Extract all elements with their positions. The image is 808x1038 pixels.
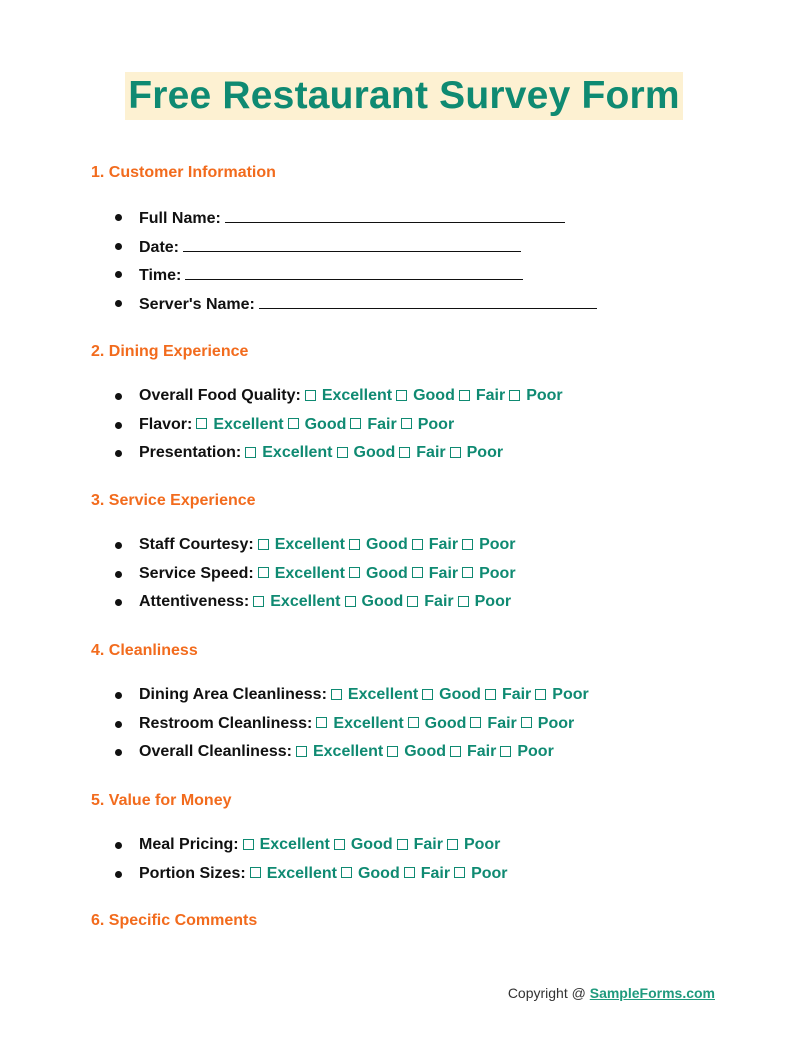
section-heading: 5. Value for Money (91, 792, 232, 809)
rating-checkbox-fair[interactable] (407, 596, 418, 607)
brand-link[interactable]: SampleForms.com (589, 985, 715, 1001)
rating-option-poor: Poor (471, 864, 508, 882)
rating-label: Service Speed: (139, 564, 254, 582)
rating-checkbox-excellent[interactable] (331, 689, 342, 700)
rating-checkbox-good[interactable] (349, 539, 360, 550)
rating-row (91, 864, 771, 884)
rating-label: Dining Area Cleanliness: (139, 686, 327, 703)
rating-option-good: Good (361, 593, 404, 610)
rating-checkbox-good[interactable] (349, 567, 360, 578)
copyright-footer (508, 985, 715, 1001)
section-value-for-money (91, 791, 771, 892)
rating-option-excellent: Excellent (347, 686, 419, 703)
rating-option-good: Good (404, 743, 446, 760)
rating-option-excellent: Excellent (259, 836, 330, 853)
rating-option-excellent: Excellent (321, 387, 393, 404)
rating-option-poor: Poor (537, 714, 575, 732)
section-dining-experience (91, 342, 771, 472)
rating-option-excellent: Excellent (262, 444, 333, 461)
rating-option-poor: Poor (466, 444, 504, 461)
rating-option-fair: Fair (467, 743, 497, 760)
field-time (91, 264, 771, 284)
rating-option-fair: Fair (475, 387, 506, 404)
rating-checkbox-excellent[interactable] (305, 390, 316, 401)
rating-checkbox-poor[interactable] (462, 539, 473, 550)
rating-checkbox-good[interactable] (341, 867, 352, 878)
rating-checkbox-fair[interactable] (399, 447, 410, 458)
rating-option-fair: Fair (413, 836, 443, 853)
rating-option-poor: Poor (479, 536, 516, 553)
rating-checkbox-excellent[interactable] (316, 717, 327, 728)
field-full-name (91, 207, 771, 227)
rating-option-good: Good (353, 444, 396, 461)
rating-checkbox-poor[interactable] (535, 689, 546, 700)
rating-option-poor: Poor (479, 564, 516, 582)
rating-label: Portion Sizes: (139, 864, 246, 882)
field-label: Time: (139, 267, 182, 284)
date-line[interactable] (183, 236, 521, 252)
rating-label: Flavor: (139, 415, 193, 433)
rating-row (91, 386, 771, 406)
rating-option-good: Good (357, 864, 400, 882)
rating-checkbox-poor[interactable] (462, 567, 473, 578)
rating-option-fair: Fair (367, 415, 397, 433)
rating-option-good: Good (366, 564, 408, 582)
field-label: Date: (139, 238, 180, 256)
rating-label: Attentiveness: (139, 593, 250, 610)
section-specific-comments (91, 911, 771, 931)
rating-checkbox-fair[interactable] (412, 539, 423, 550)
rating-option-good: Good (413, 387, 455, 404)
rating-row (91, 685, 771, 705)
rating-row (91, 742, 771, 762)
rating-checkbox-excellent[interactable] (196, 418, 207, 429)
rating-checkbox-good[interactable] (345, 596, 356, 607)
rating-option-good: Good (304, 415, 347, 433)
rating-checkbox-fair[interactable] (450, 746, 461, 757)
section-heading: 2. Dining Experience (91, 343, 249, 360)
section-heading: 4. Cleanliness (91, 642, 198, 659)
rating-option-poor: Poor (517, 743, 554, 760)
rating-checkbox-poor[interactable] (500, 746, 511, 757)
rating-label: Presentation: (139, 444, 242, 461)
rating-row (91, 835, 771, 855)
rating-checkbox-poor[interactable] (454, 867, 465, 878)
rating-option-poor: Poor (463, 836, 501, 853)
time-line[interactable] (185, 264, 523, 280)
rating-checkbox-fair[interactable] (404, 867, 415, 878)
rating-checkbox-poor[interactable] (447, 839, 458, 850)
rating-option-excellent: Excellent (312, 743, 384, 760)
rating-option-poor: Poor (474, 593, 512, 610)
rating-checkbox-fair[interactable] (412, 567, 423, 578)
rating-checkbox-excellent[interactable] (243, 839, 254, 850)
rating-label: Restroom Cleanliness: (139, 714, 313, 732)
section-heading: 6. Specific Comments (91, 912, 258, 929)
rating-checkbox-poor[interactable] (458, 596, 469, 607)
rating-checkbox-good[interactable] (337, 447, 348, 458)
rating-option-fair: Fair (428, 536, 459, 553)
rating-checkbox-fair[interactable] (470, 717, 481, 728)
full-name-line[interactable] (225, 207, 565, 223)
rating-option-good: Good (365, 536, 408, 553)
rating-checkbox-poor[interactable] (450, 447, 461, 458)
rating-checkbox-poor[interactable] (521, 717, 532, 728)
rating-checkbox-excellent[interactable] (250, 867, 261, 878)
rating-option-good: Good (439, 686, 481, 703)
section-cleanliness (91, 641, 771, 771)
rating-checkbox-excellent[interactable] (258, 539, 269, 550)
copyright-text: Copyright @ (507, 985, 590, 1001)
rating-option-fair: Fair (416, 444, 446, 461)
field-server-name (91, 293, 771, 313)
rating-row (91, 564, 771, 584)
rating-option-excellent: Excellent (270, 593, 341, 610)
rating-row (91, 443, 771, 463)
rating-row (91, 415, 771, 435)
rating-checkbox-poor[interactable] (509, 390, 520, 401)
rating-label: Overall Cleanliness: (139, 743, 292, 760)
rating-option-good: Good (424, 714, 467, 732)
rating-checkbox-good[interactable] (334, 839, 345, 850)
rating-checkbox-good[interactable] (387, 746, 398, 757)
rating-row (91, 714, 771, 734)
section-heading: 3. Service Experience (91, 492, 256, 509)
rating-checkbox-good[interactable] (396, 390, 407, 401)
rating-row (91, 592, 771, 612)
rating-checkbox-good[interactable] (422, 689, 433, 700)
rating-label: Overall Food Quality: (139, 387, 301, 404)
rating-checkbox-fair[interactable] (397, 839, 408, 850)
rating-option-excellent: Excellent (274, 536, 345, 553)
rating-option-fair: Fair (428, 564, 459, 582)
rating-checkbox-excellent[interactable] (258, 567, 269, 578)
field-label: Full Name: (139, 210, 221, 227)
rating-checkbox-fair[interactable] (350, 418, 361, 429)
rating-option-fair: Fair (487, 714, 517, 732)
server-name-line[interactable] (259, 293, 597, 309)
rating-option-poor: Poor (526, 387, 563, 404)
rating-option-excellent: Excellent (333, 714, 404, 732)
rating-option-excellent: Excellent (274, 564, 345, 582)
rating-option-fair: Fair (424, 593, 454, 610)
rating-option-fair: Fair (420, 864, 451, 882)
rating-label: Meal Pricing: (139, 836, 239, 853)
rating-option-excellent: Excellent (266, 864, 337, 882)
rating-checkbox-excellent[interactable] (245, 447, 256, 458)
rating-option-poor: Poor (417, 415, 455, 433)
rating-checkbox-excellent[interactable] (253, 596, 264, 607)
rating-option-poor: Poor (552, 686, 589, 703)
rating-label: Staff Courtesy: (139, 536, 254, 553)
section-service-experience (91, 491, 771, 621)
rating-option-good: Good (350, 836, 393, 853)
field-label: Server's Name: (139, 295, 255, 313)
page-title: Free Restaurant Survey Form (125, 72, 683, 120)
rating-row (91, 535, 771, 555)
rating-option-fair: Fair (501, 686, 532, 703)
rating-checkbox-fair[interactable] (485, 689, 496, 700)
rating-checkbox-fair[interactable] (459, 390, 470, 401)
field-date (91, 236, 771, 256)
section-customer-information (91, 163, 771, 321)
rating-checkbox-good[interactable] (408, 717, 419, 728)
rating-checkbox-excellent[interactable] (296, 746, 307, 757)
rating-checkbox-poor[interactable] (401, 418, 412, 429)
rating-option-excellent: Excellent (213, 415, 284, 433)
section-heading: 1. Customer Information (91, 164, 276, 181)
rating-checkbox-good[interactable] (288, 418, 299, 429)
